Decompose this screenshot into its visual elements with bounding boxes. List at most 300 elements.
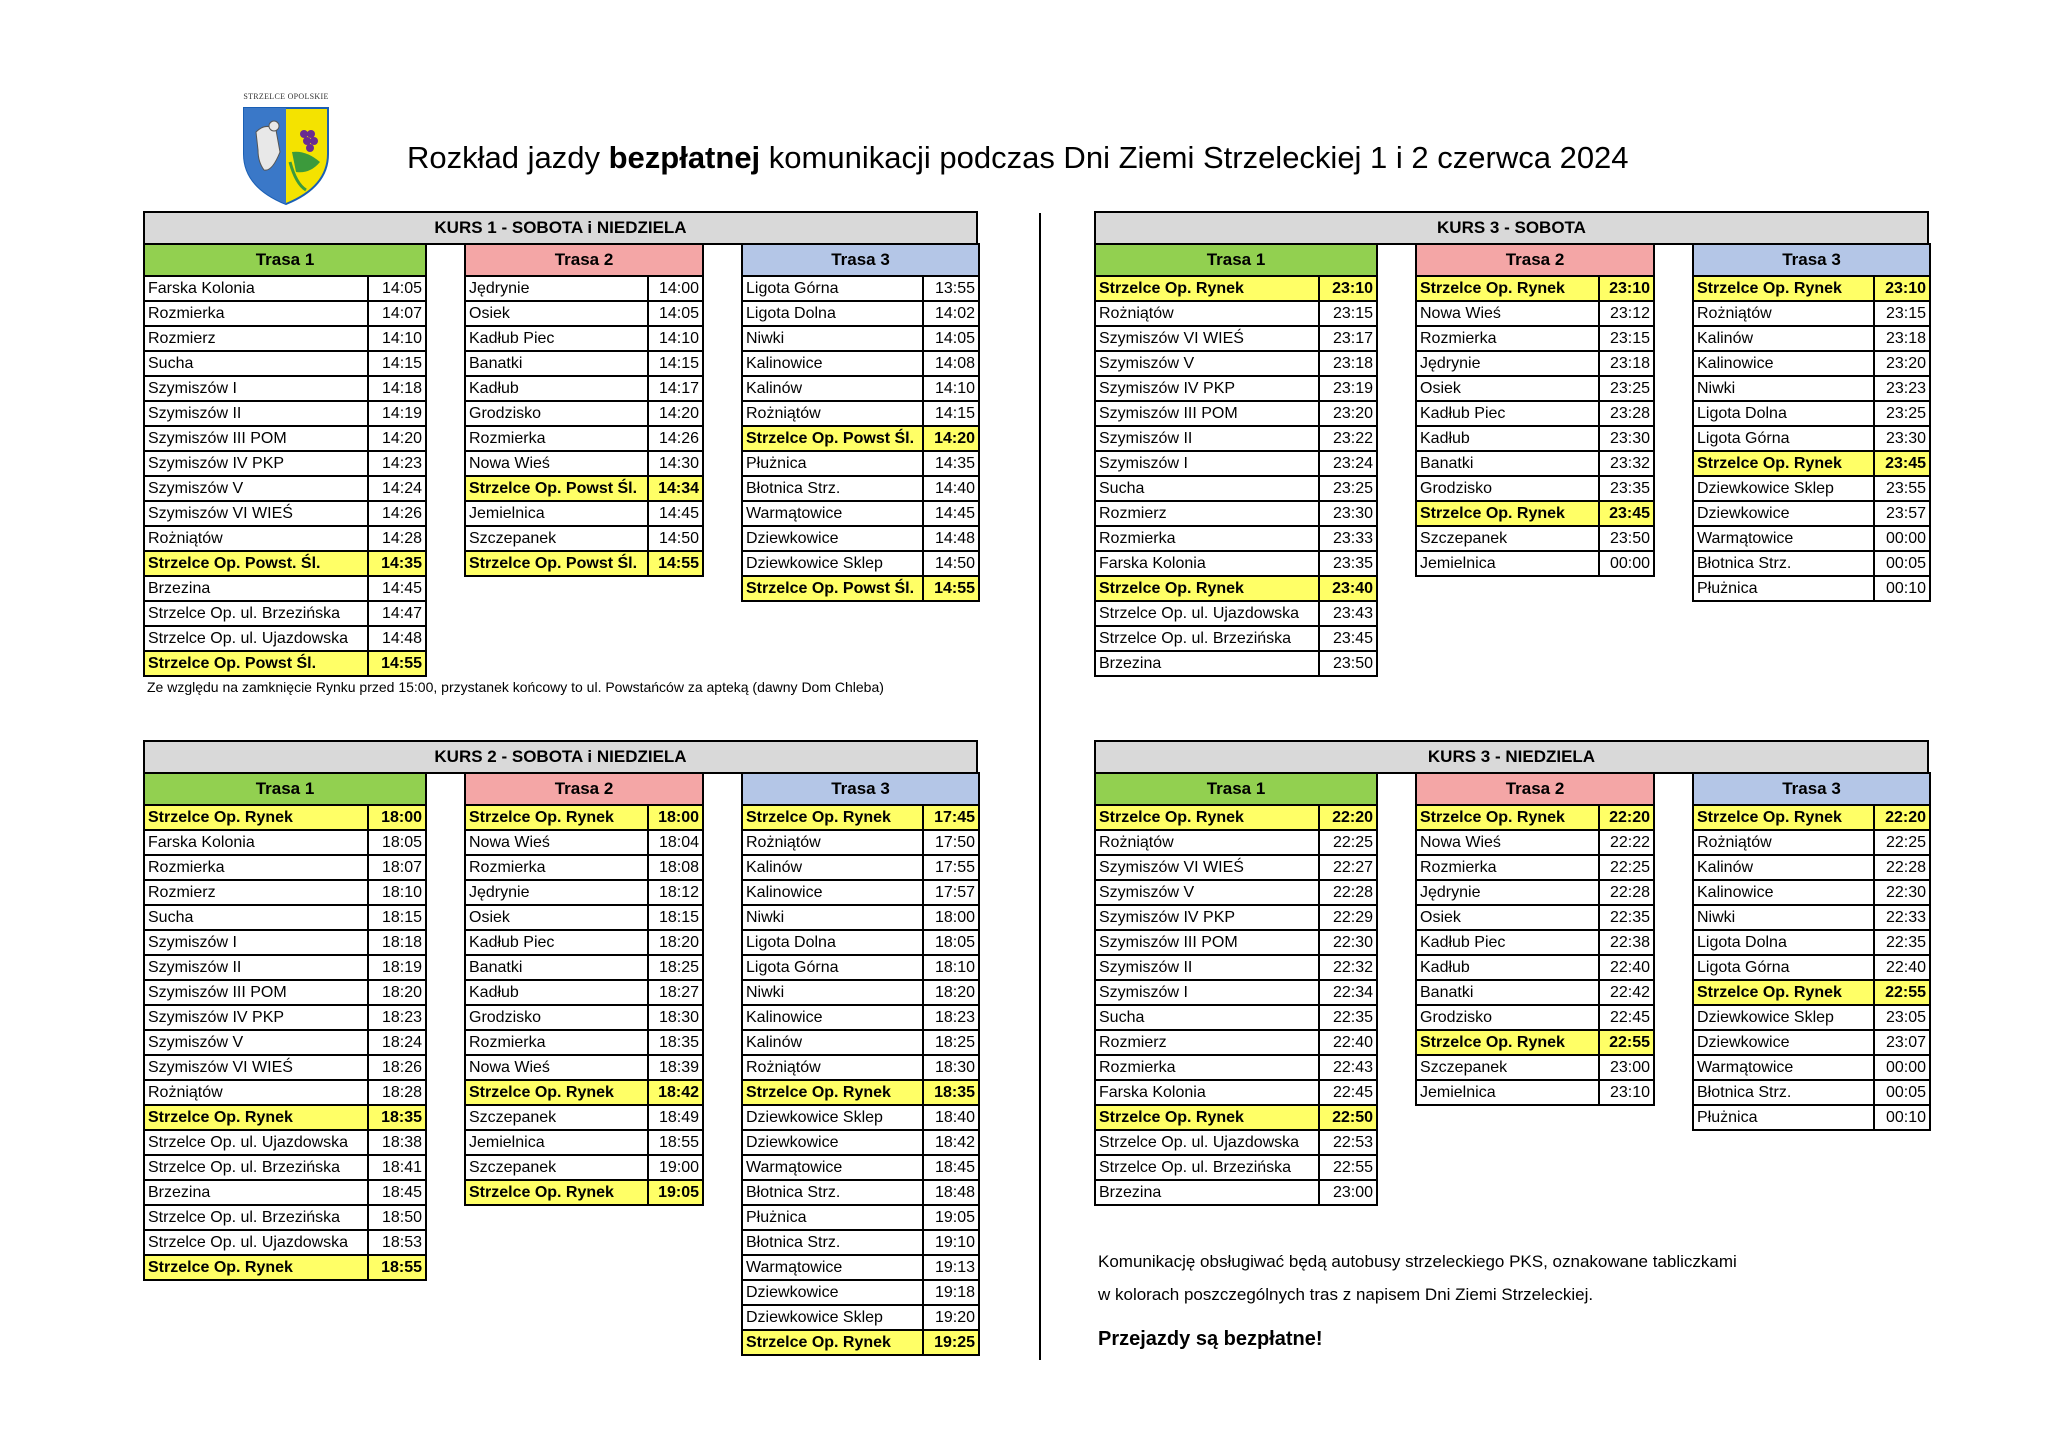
stop-time: 17:57 <box>923 880 979 905</box>
stop-name: Rozmierz <box>1095 1030 1319 1055</box>
stop-time: 23:40 <box>1319 576 1377 601</box>
stop-time: 18:49 <box>648 1105 703 1130</box>
stop-name: Rozmierka <box>465 855 648 880</box>
table-row <box>1416 401 1654 426</box>
stop-time: 00:05 <box>1874 1080 1930 1105</box>
stop-name: Osiek <box>465 905 648 930</box>
section-header: KURS 3 - NIEDZIELA <box>1094 740 1929 774</box>
table-row <box>465 830 703 855</box>
table-row <box>742 955 979 980</box>
stop-name: Kalinów <box>742 855 923 880</box>
table-row <box>144 905 426 930</box>
table-row <box>1095 501 1377 526</box>
table-row <box>144 426 426 451</box>
stop-time: 14:19 <box>368 401 426 426</box>
table-row <box>742 1280 979 1305</box>
table-row <box>1416 301 1654 326</box>
table-row <box>1416 1080 1654 1105</box>
table-row <box>465 376 703 401</box>
stop-name: Rozmierka <box>1095 1055 1319 1080</box>
stop-name: Kadłub Piec <box>1416 930 1599 955</box>
stop-time: 23:45 <box>1874 451 1930 476</box>
stop-time: 14:10 <box>648 326 703 351</box>
stop-time: 22:53 <box>1319 1130 1377 1155</box>
stop-time: 23:33 <box>1319 526 1377 551</box>
stop-name: Szymiszów III POM <box>144 980 368 1005</box>
table-row <box>465 451 703 476</box>
stop-name: Rozmierka <box>1416 326 1599 351</box>
table-row <box>1095 905 1377 930</box>
route-table-2 <box>1415 772 1655 1106</box>
table-row <box>144 830 426 855</box>
stop-name: Jemielnica <box>465 1130 648 1155</box>
table-row <box>742 501 979 526</box>
route-header: Trasa 1 <box>1095 773 1377 805</box>
stop-time: 17:45 <box>923 805 979 830</box>
stop-time: 23:30 <box>1874 426 1930 451</box>
route-table-1 <box>1094 243 1378 677</box>
table-row <box>1416 551 1654 576</box>
table-row <box>1416 376 1654 401</box>
section-note: Ze względu na zamknięcie Rynku przed 15:00, przystanek końcowy to ul. Powstańców za apteką (dawny Dom Chleba) <box>147 679 884 695</box>
stop-name: Strzelce Op. Rynek <box>1693 805 1874 830</box>
stop-time: 19:05 <box>648 1180 703 1205</box>
stop-time: 14:07 <box>368 301 426 326</box>
stop-name: Szczepanek <box>465 1155 648 1180</box>
table-row <box>1693 476 1930 501</box>
stop-time: 13:55 <box>923 276 979 301</box>
stop-name: Sucha <box>1095 476 1319 501</box>
table-row <box>144 930 426 955</box>
table-row <box>144 476 426 501</box>
stop-time: 23:10 <box>1599 276 1654 301</box>
stop-name: Kalinów <box>742 376 923 401</box>
section-header: KURS 1 - SOBOTA i NIEDZIELA <box>143 211 978 245</box>
table-row <box>1416 501 1654 526</box>
stop-time: 18:15 <box>648 905 703 930</box>
table-row <box>742 376 979 401</box>
stop-name: Kalinowice <box>742 1005 923 1030</box>
stop-time: 22:50 <box>1319 1105 1377 1130</box>
table-row <box>1416 980 1654 1005</box>
stop-name: Szymiszów V <box>1095 351 1319 376</box>
stop-time: 22:20 <box>1874 805 1930 830</box>
stop-name: Strzelce Op. Rynek <box>144 805 368 830</box>
table-row <box>144 1230 426 1255</box>
stop-time: 00:00 <box>1599 551 1654 576</box>
table-row <box>1095 830 1377 855</box>
stop-time: 23:23 <box>1874 376 1930 401</box>
stop-time: 23:50 <box>1319 651 1377 676</box>
stop-name: Szymiszów V <box>144 476 368 501</box>
route-table-3 <box>1692 772 1931 1131</box>
stop-time: 18:48 <box>923 1180 979 1205</box>
stop-name: Rożniątów <box>742 1055 923 1080</box>
table-row <box>144 1055 426 1080</box>
stop-time: 18:25 <box>923 1030 979 1055</box>
table-row <box>144 1255 426 1280</box>
stop-name: Warmątowice <box>1693 526 1874 551</box>
stop-time: 14:28 <box>368 526 426 551</box>
table-row <box>1095 326 1377 351</box>
stop-name: Rozmierka <box>465 426 648 451</box>
stop-time: 18:35 <box>923 1080 979 1105</box>
stop-name: Szymiszów III POM <box>1095 930 1319 955</box>
table-row <box>465 805 703 830</box>
info-text <box>1098 1245 1737 1311</box>
stop-name: Rozmierka <box>144 301 368 326</box>
stop-time: 14:47 <box>368 601 426 626</box>
stop-time: 22:20 <box>1599 805 1654 830</box>
stop-time: 23:20 <box>1874 351 1930 376</box>
table-row <box>465 1005 703 1030</box>
stop-name: Błotnica Strz. <box>742 1180 923 1205</box>
stop-time: 19:18 <box>923 1280 979 1305</box>
stop-time: 22:40 <box>1319 1030 1377 1055</box>
table-row <box>1095 526 1377 551</box>
stop-time: 14:45 <box>923 501 979 526</box>
stop-name: Kadłub Piec <box>465 930 648 955</box>
stop-name: Niwki <box>742 905 923 930</box>
table-row <box>144 551 426 576</box>
stop-time: 00:10 <box>1874 1105 1930 1130</box>
stop-name: Szymiszów I <box>144 930 368 955</box>
table-row <box>742 1130 979 1155</box>
table-row <box>1095 276 1377 301</box>
stop-time: 18:18 <box>368 930 426 955</box>
info-line-1: Komunikację obsługiwać będą autobusy strzeleckiego PKS, oznakowane tabliczkami <box>1098 1252 1737 1271</box>
stop-time: 23:18 <box>1874 326 1930 351</box>
stop-name: Szymiszów IV PKP <box>1095 376 1319 401</box>
stop-time: 14:08 <box>923 351 979 376</box>
table-row <box>465 1180 703 1205</box>
stop-name: Strzelce Op. Rynek <box>1095 576 1319 601</box>
table-row <box>1693 805 1930 830</box>
stop-time: 14:15 <box>368 351 426 376</box>
stop-time: 23:50 <box>1599 526 1654 551</box>
table-row <box>1095 1130 1377 1155</box>
stop-name: Niwki <box>1693 905 1874 930</box>
stop-time: 23:15 <box>1319 301 1377 326</box>
stop-time: 22:34 <box>1319 980 1377 1005</box>
table-row <box>742 1205 979 1230</box>
table-row <box>742 1055 979 1080</box>
stop-time: 18:00 <box>648 805 703 830</box>
stop-name: Strzelce Op. Rynek <box>1416 276 1599 301</box>
stop-time: 14:55 <box>923 576 979 601</box>
table-row <box>1095 1080 1377 1105</box>
stop-time: 23:18 <box>1599 351 1654 376</box>
table-row <box>1693 551 1930 576</box>
stop-name: Strzelce Op. Rynek <box>1095 805 1319 830</box>
stop-time: 00:00 <box>1874 1055 1930 1080</box>
stop-name: Sucha <box>144 351 368 376</box>
stop-time: 23:32 <box>1599 451 1654 476</box>
table-row <box>1693 376 1930 401</box>
table-row <box>1416 351 1654 376</box>
route-table-1 <box>143 772 427 1281</box>
stop-name: Rożniątów <box>742 401 923 426</box>
stop-time: 18:39 <box>648 1055 703 1080</box>
stop-time: 18:05 <box>368 830 426 855</box>
table-row <box>465 551 703 576</box>
stop-time: 14:18 <box>368 376 426 401</box>
stop-name: Szymiszów V <box>1095 880 1319 905</box>
table-row <box>1095 1055 1377 1080</box>
table-row <box>144 980 426 1005</box>
stop-name: Strzelce Op. Rynek <box>465 805 648 830</box>
stop-name: Ligota Dolna <box>742 930 923 955</box>
table-row <box>1693 1105 1930 1130</box>
table-row <box>144 651 426 676</box>
table-row <box>144 1180 426 1205</box>
stop-name: Grodzisko <box>1416 476 1599 501</box>
stop-time: 23:00 <box>1599 1055 1654 1080</box>
stop-time: 19:25 <box>923 1330 979 1355</box>
table-row <box>1693 1055 1930 1080</box>
stop-time: 18:28 <box>368 1080 426 1105</box>
stop-name: Strzelce Op. Rynek <box>1416 805 1599 830</box>
stop-name: Jędrynie <box>465 880 648 905</box>
stop-time: 23:10 <box>1874 276 1930 301</box>
table-row <box>465 855 703 880</box>
table-row <box>1693 301 1930 326</box>
stop-time: 18:23 <box>923 1005 979 1030</box>
stop-time: 14:02 <box>923 301 979 326</box>
stop-time: 22:45 <box>1599 1005 1654 1030</box>
info-line-2: w kolorach poszczególnych tras z napisem Dni Ziemi Strzeleckiej. <box>1098 1285 1594 1304</box>
stop-time: 14:05 <box>368 276 426 301</box>
stop-name: Szymiszów IV PKP <box>144 451 368 476</box>
table-row <box>144 451 426 476</box>
stop-name: Kalinowice <box>1693 351 1874 376</box>
stop-time: 14:50 <box>648 526 703 551</box>
stop-name: Warmątowice <box>742 1155 923 1180</box>
stop-time: 18:15 <box>368 905 426 930</box>
stop-name: Banatki <box>1416 451 1599 476</box>
table-row <box>1095 1005 1377 1030</box>
stop-time: 14:15 <box>923 401 979 426</box>
table-row <box>1693 526 1930 551</box>
stop-time: 22:43 <box>1319 1055 1377 1080</box>
stop-time: 14:35 <box>923 451 979 476</box>
stop-name: Szczepanek <box>465 526 648 551</box>
stop-time: 18:45 <box>923 1155 979 1180</box>
table-row <box>465 955 703 980</box>
route-header: Trasa 3 <box>1693 773 1930 805</box>
table-row <box>465 930 703 955</box>
stop-time: 23:10 <box>1319 276 1377 301</box>
table-row <box>742 930 979 955</box>
stop-time: 18:05 <box>923 930 979 955</box>
table-row <box>742 1330 979 1355</box>
stop-name: Kalinów <box>1693 326 1874 351</box>
table-row <box>1095 980 1377 1005</box>
table-row <box>465 905 703 930</box>
stop-time: 18:50 <box>368 1205 426 1230</box>
stop-time: 23:05 <box>1874 1005 1930 1030</box>
table-row <box>144 526 426 551</box>
stop-name: Ligota Górna <box>742 955 923 980</box>
stop-time: 18:42 <box>923 1130 979 1155</box>
table-row <box>465 1030 703 1055</box>
table-row <box>742 351 979 376</box>
stop-time: 18:35 <box>648 1030 703 1055</box>
stop-name: Kalinów <box>742 1030 923 1055</box>
stop-name: Strzelce Op. Rynek <box>465 1080 648 1105</box>
stop-name: Grodzisko <box>465 401 648 426</box>
stop-time: 14:15 <box>648 351 703 376</box>
table-row <box>742 426 979 451</box>
stop-name: Brzezina <box>1095 1180 1319 1205</box>
table-row <box>1095 301 1377 326</box>
stop-time: 18:04 <box>648 830 703 855</box>
table-row <box>465 276 703 301</box>
stop-time: 23:24 <box>1319 451 1377 476</box>
stop-name: Banatki <box>465 351 648 376</box>
table-row <box>144 1030 426 1055</box>
table-row <box>144 501 426 526</box>
stop-name: Ligota Dolna <box>1693 401 1874 426</box>
stop-name: Farska Kolonia <box>144 830 368 855</box>
stop-time: 19:10 <box>923 1230 979 1255</box>
stop-name: Nowa Wieś <box>1416 301 1599 326</box>
route-header: Trasa 3 <box>1693 244 1930 276</box>
stop-name: Kadłub <box>465 376 648 401</box>
table-row <box>742 805 979 830</box>
table-row <box>1095 880 1377 905</box>
stop-time: 18:27 <box>648 980 703 1005</box>
table-row <box>1693 576 1930 601</box>
table-row <box>1095 576 1377 601</box>
stop-time: 00:05 <box>1874 551 1930 576</box>
stop-time: 14:20 <box>648 401 703 426</box>
stop-name: Dziewkowice Sklep <box>742 1105 923 1130</box>
table-row <box>1095 401 1377 426</box>
stop-time: 23:28 <box>1599 401 1654 426</box>
stop-time: 18:23 <box>368 1005 426 1030</box>
stop-name: Rozmierka <box>144 855 368 880</box>
stop-name: Strzelce Op. ul. Brzezińska <box>1095 626 1319 651</box>
table-row <box>1416 930 1654 955</box>
stop-name: Farska Kolonia <box>1095 1080 1319 1105</box>
stop-name: Kadłub <box>1416 955 1599 980</box>
stop-name: Szczepanek <box>465 1105 648 1130</box>
table-row <box>742 880 979 905</box>
page-title <box>407 140 1629 176</box>
stop-time: 23:43 <box>1319 601 1377 626</box>
table-row <box>1416 1030 1654 1055</box>
route-header: Trasa 3 <box>742 773 979 805</box>
table-row <box>742 551 979 576</box>
stop-name: Rożniątów <box>144 1080 368 1105</box>
stop-name: Strzelce Op. Rynek <box>1416 501 1599 526</box>
stop-name: Dziewkowice <box>742 1280 923 1305</box>
stop-name: Rozmierz <box>144 326 368 351</box>
route-header: Trasa 1 <box>144 773 426 805</box>
stop-name: Kadłub <box>465 980 648 1005</box>
stop-time: 22:55 <box>1599 1030 1654 1055</box>
table-row <box>465 526 703 551</box>
stop-time: 23:00 <box>1319 1180 1377 1205</box>
table-row <box>1693 426 1930 451</box>
stop-time: 22:40 <box>1599 955 1654 980</box>
table-row <box>1693 326 1930 351</box>
stop-time: 14:24 <box>368 476 426 501</box>
table-row <box>1416 880 1654 905</box>
table-row <box>1416 451 1654 476</box>
stop-name: Strzelce Op. ul. Brzezińska <box>1095 1155 1319 1180</box>
stop-time: 22:25 <box>1874 830 1930 855</box>
stop-name: Niwki <box>1693 376 1874 401</box>
stop-name: Szczepanek <box>1416 1055 1599 1080</box>
stop-time: 22:45 <box>1319 1080 1377 1105</box>
stop-name: Nowa Wieś <box>1416 830 1599 855</box>
table-row <box>1095 651 1377 676</box>
stop-time: 18:07 <box>368 855 426 880</box>
stop-name: Szczepanek <box>1416 526 1599 551</box>
route-table-1 <box>1094 772 1378 1206</box>
stop-name: Ligota Górna <box>1693 426 1874 451</box>
stop-name: Dziewkowice Sklep <box>1693 1005 1874 1030</box>
stop-name: Płużnica <box>1693 576 1874 601</box>
stop-time: 14:20 <box>368 426 426 451</box>
table-row <box>1095 1180 1377 1205</box>
stop-name: Kalinów <box>1693 855 1874 880</box>
stop-time: 14:45 <box>648 501 703 526</box>
stop-name: Rożniątów <box>1693 301 1874 326</box>
route-header: Trasa 1 <box>1095 244 1377 276</box>
stop-name: Banatki <box>1416 980 1599 1005</box>
stop-name: Strzelce Op. Powst Śl. <box>144 651 368 676</box>
table-row <box>1416 276 1654 301</box>
table-row <box>1416 905 1654 930</box>
stop-name: Szymiszów II <box>1095 426 1319 451</box>
stop-name: Strzelce Op. Rynek <box>465 1180 648 1205</box>
stop-name: Kalinowice <box>742 880 923 905</box>
stop-time: 14:45 <box>368 576 426 601</box>
route-header: Trasa 2 <box>465 244 703 276</box>
stop-name: Grodzisko <box>1416 1005 1599 1030</box>
stop-time: 23:15 <box>1599 326 1654 351</box>
table-row <box>742 1255 979 1280</box>
table-row <box>144 301 426 326</box>
stop-time: 18:55 <box>368 1255 426 1280</box>
stop-name: Szymiszów III POM <box>1095 401 1319 426</box>
stop-name: Strzelce Op. Powst. Śl. <box>144 551 368 576</box>
route-header: Trasa 1 <box>144 244 426 276</box>
table-row <box>1693 276 1930 301</box>
stop-time: 14:55 <box>648 551 703 576</box>
table-row <box>465 426 703 451</box>
stop-name: Dziewkowice Sklep <box>1693 476 1874 501</box>
table-row <box>742 855 979 880</box>
table-row <box>1095 601 1377 626</box>
stop-time: 22:40 <box>1874 955 1930 980</box>
stop-name: Nowa Wieś <box>465 830 648 855</box>
table-row <box>1095 376 1377 401</box>
stop-name: Szymiszów IV PKP <box>144 1005 368 1030</box>
stop-time: 14:23 <box>368 451 426 476</box>
table-row <box>1416 326 1654 351</box>
stop-time: 23:25 <box>1599 376 1654 401</box>
table-row <box>144 626 426 651</box>
stop-name: Dziewkowice <box>1693 501 1874 526</box>
stop-name: Warmątowice <box>742 501 923 526</box>
table-row <box>144 1155 426 1180</box>
stop-name: Strzelce Op. ul. Ujazdowska <box>144 1230 368 1255</box>
stop-name: Płużnica <box>1693 1105 1874 1130</box>
